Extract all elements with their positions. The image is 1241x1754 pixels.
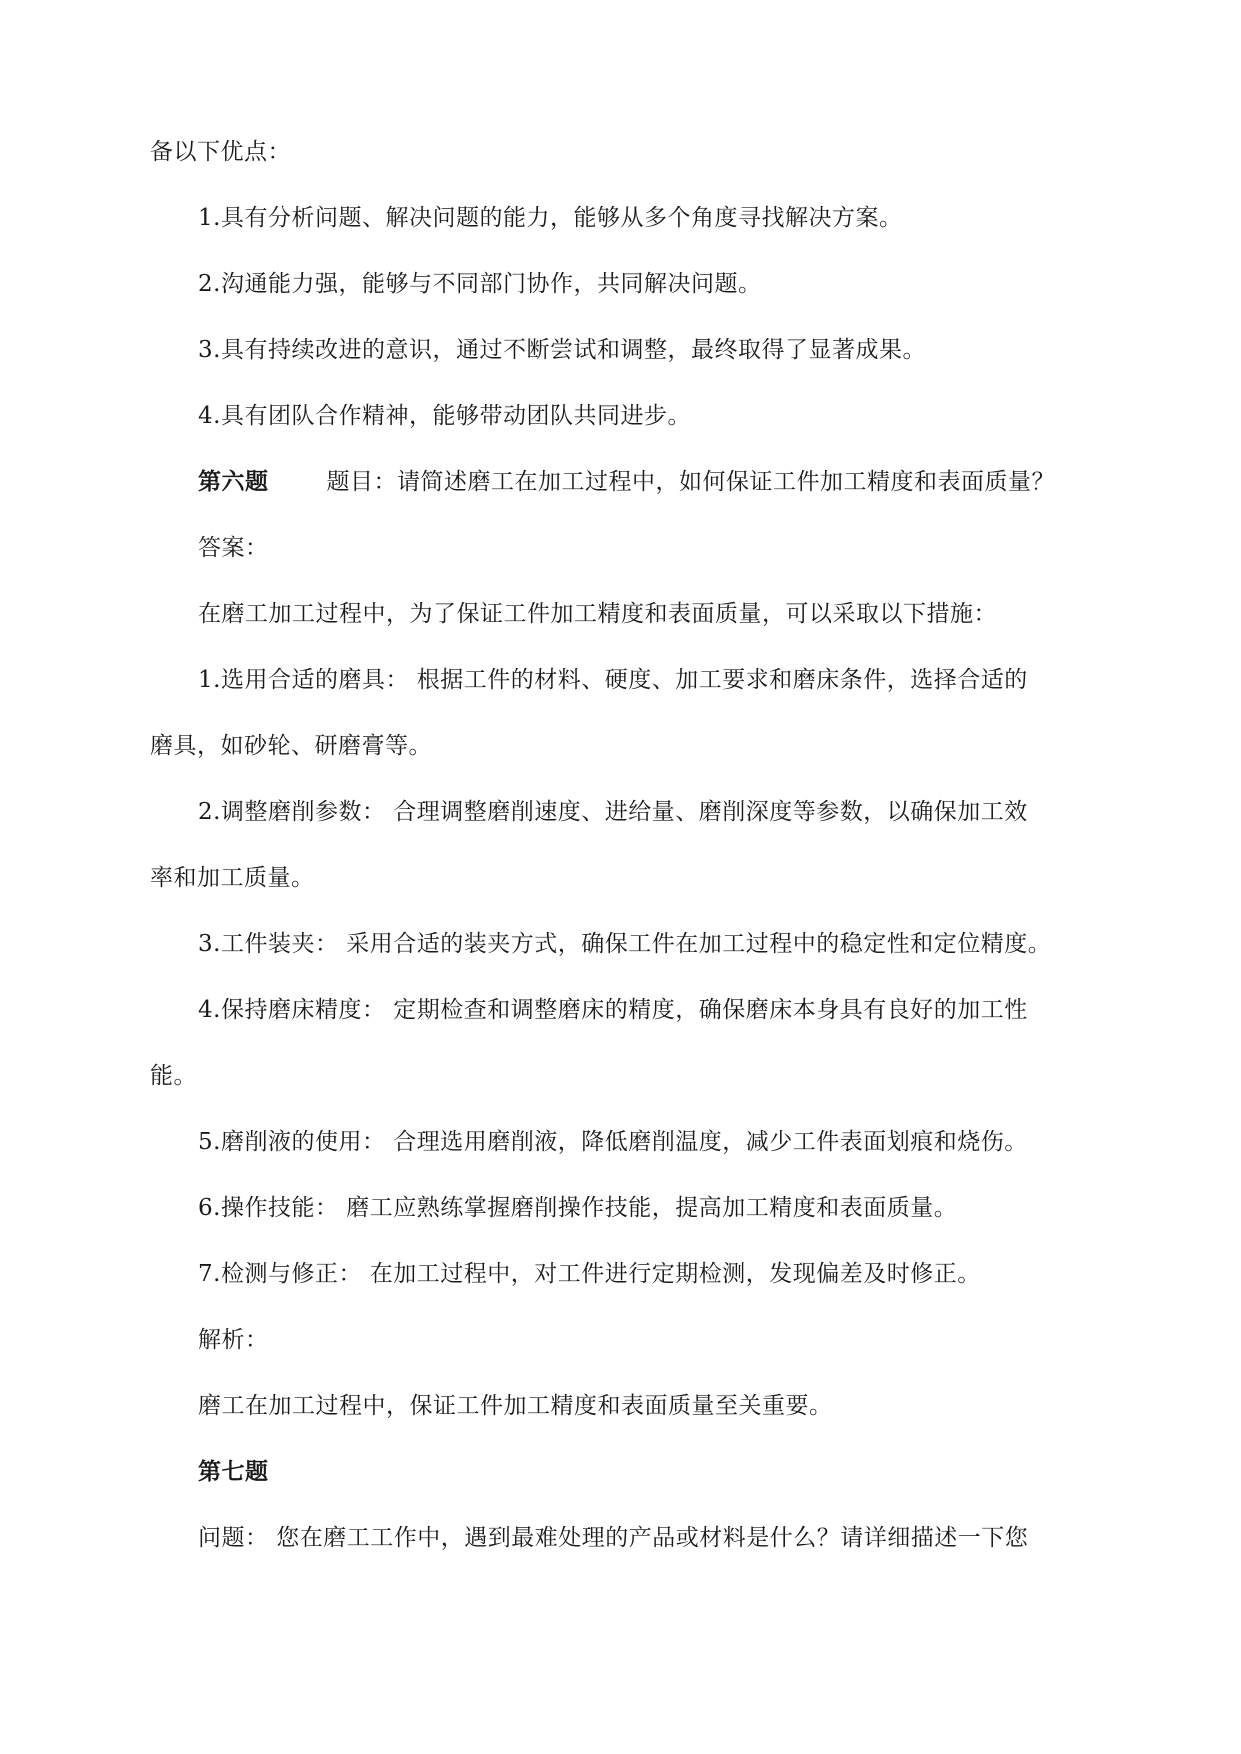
text-line: 在磨工加工过程中，为了保证工件加工精度和表面质量，可以采取以下措施： xyxy=(198,601,997,627)
question-six-text: 题目：请简述磨工在加工过程中，如何保证工件加工精度和表面质量？ xyxy=(326,469,1055,495)
text-line: 4.具有团队合作精神，能够带动团队共同进步。 xyxy=(198,403,691,429)
text-line: 5.磨削液的使用： 合理选用磨削液，降低磨削温度，减少工件表面划痕和烧伤。 xyxy=(198,1129,1028,1155)
text-line: 备以下优点： xyxy=(150,139,291,165)
text-line: 解析： xyxy=(198,1327,269,1353)
text-line: 6.操作技能： 磨工应熟练掌握磨削操作技能，提高加工精度和表面质量。 xyxy=(198,1195,958,1221)
text-line: 磨工在加工过程中，保证工件加工精度和表面质量至关重要。 xyxy=(198,1393,833,1419)
text-line: 4.保持磨床精度： 定期检查和调整磨床的精度，确保磨床本身具有良好的加工性 xyxy=(198,997,1028,1023)
text-line: 1.选用合适的磨具： 根据工件的材料、硬度、加工要求和磨床条件，选择合适的 xyxy=(198,667,1028,693)
text-line: 7.检测与修正： 在加工过程中，对工件进行定期检测，发现偏差及时修正。 xyxy=(198,1261,981,1287)
question-six-line xyxy=(198,467,1055,497)
question-seven-label: 第七题 xyxy=(198,1458,269,1485)
text-line: 3.具有持续改进的意识，通过不断尝试和调整，最终取得了显著成果。 xyxy=(198,337,926,363)
text-line: 能。 xyxy=(150,1063,197,1089)
text-line: 2.沟通能力强，能够与不同部门协作，共同解决问题。 xyxy=(198,271,762,297)
text-line: 答案： xyxy=(198,535,269,561)
text-line: 问题： 您在磨工工作中，遇到最难处理的产品或材料是什么？请详细描述一下您 xyxy=(198,1525,1029,1551)
text-line: 率和加工质量。 xyxy=(150,865,315,891)
question-six-label: 第六题 xyxy=(198,468,269,495)
text-line: 磨具，如砂轮、研磨膏等。 xyxy=(150,733,432,759)
text-line: 2.调整磨削参数： 合理调整磨削速度、进给量、磨削深度等参数，以确保加工效 xyxy=(198,799,1028,825)
text-line: 1.具有分析问题、解决问题的能力，能够从多个角度寻找解决方案。 xyxy=(198,205,903,231)
text-line: 3.工件装夹： 采用合适的装夹方式，确保工件在加工过程中的稳定性和定位精度。 xyxy=(198,931,1052,957)
